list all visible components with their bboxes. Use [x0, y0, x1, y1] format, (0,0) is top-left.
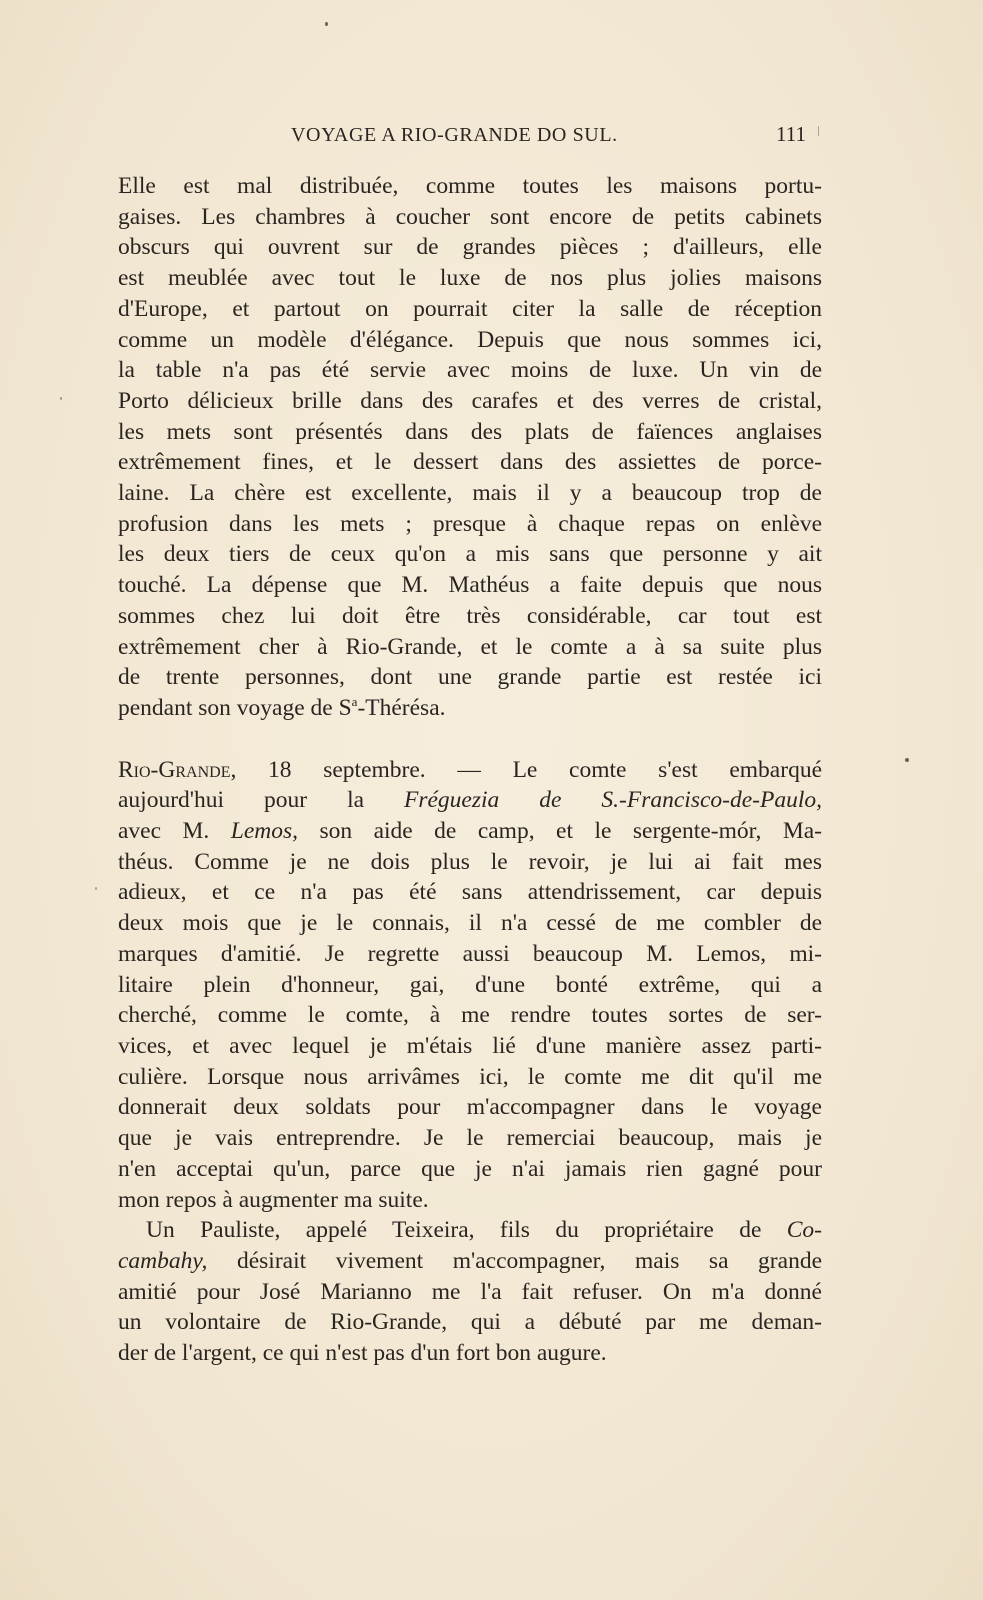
text-line: les mets sont présentés dans des plats de faïences anglaises [118, 418, 822, 445]
text-line [118, 755, 822, 786]
superscript-abbrev: a [351, 694, 358, 710]
place-name: Co- [786, 1217, 822, 1244]
text-line: culière. Lorsque nous arrivâmes ici, le comte me dit qu'il me [118, 1063, 822, 1090]
body-text [118, 171, 822, 1369]
text-line: donnerait deux soldats pour m'accompagner dans le voyage [118, 1094, 822, 1121]
text-fragment: Un Pauliste, appelé Teixeira, fils du propriétaire de [146, 1217, 787, 1244]
text-line [118, 816, 822, 847]
text-line: gaises. Les chambres à coucher sont encore de petits cabinets [118, 203, 822, 230]
text-fragment: -Thérésa. [357, 694, 446, 721]
text-line [118, 785, 822, 816]
text-line-last [118, 693, 822, 724]
text-line: les deux tiers de ceux qu'on a mis sans que personne y ait [118, 541, 822, 568]
text-line: touché. La dépense que M. Mathéus a faite depuis que nous [118, 572, 822, 599]
text-line: adieux, et ce n'a pas été sans attendrissement, car depuis [118, 879, 822, 906]
place-name: Fréguezia de S.-Francisco-de-Paulo, [404, 787, 822, 814]
text-line: est meublée avec tout le luxe de nos plus jolies maisons [118, 265, 822, 292]
text-line: n'en acceptai qu'un, parce que je n'ai jamais rien gagné pour [118, 1155, 822, 1182]
text-line: Porto délicieux brille dans des carafes et des verres de cristal, [118, 387, 822, 414]
text-line: profusion dans les mets ; presque à chaque repas on enlève [118, 510, 822, 537]
text-line-last: der de l'argent, ce qui n'est pas d'un fort bon augure. [118, 1340, 607, 1367]
text-line: un volontaire de Rio-Grande, qui a débuté par me deman- [118, 1309, 822, 1336]
place-name: cambahy, [118, 1247, 208, 1274]
paper-speck [325, 22, 328, 26]
text-line: litaire plein d'honneur, gai, d'une bonté extrême, qui a [118, 971, 822, 998]
text-line: deux mois que je le connais, il n'a cessé de me combler de [118, 910, 822, 937]
paper-speck [95, 887, 97, 890]
text-line: comme un modèle d'élégance. Depuis que nous sommes ici, [118, 326, 822, 353]
person-name: Lemos, [230, 818, 298, 845]
paper-speck [818, 126, 819, 136]
text-line: extrêmement cher à Rio-Grande, et le comte a à sa suite plus [118, 633, 822, 660]
text-line: de trente personnes, dont une grande partie est restée ici [118, 664, 822, 691]
paragraph-2 [118, 755, 822, 1216]
text-line: d'Europe, et partout on pourrait citer la salle de réception [118, 295, 822, 322]
text-fragment: pendant son voyage de S [118, 694, 352, 721]
text-line: Elle est mal distribuée, comme toutes les maisons portu- [118, 173, 822, 199]
running-title: VOYAGE A RIO-GRANDE DO SUL. [291, 124, 618, 146]
text-line: amitié pour José Marianno me l'a fait refuser. On m'a donné [118, 1278, 822, 1305]
text-line: obscurs qui ouvrent sur de grandes pièces ; d'ailleurs, elle [118, 234, 822, 261]
text-line: théus. Comme je ne dois plus le revoir, je lui ai fait mes [118, 848, 822, 875]
text-line-last: mon repos à augmenter ma suite. [118, 1186, 429, 1213]
text-line: laine. La chère est excellente, mais il y a beaucoup trop de [118, 480, 822, 507]
paper-speck [905, 758, 909, 762]
page-number: 111 [776, 122, 806, 146]
text-fragment: avec M. [118, 818, 231, 845]
text-line: vices, et avec lequel je m'étais lié d'une manière assez parti- [118, 1032, 822, 1059]
text-fragment: son aide de camp, et le sergente-mór, Ma- [298, 818, 822, 845]
text-fragment: désirait vivement m'accompagner, mais sa grande [207, 1247, 822, 1274]
text-line: sommes chez lui doit être très considérable, car tout est [118, 602, 822, 629]
text-fragment: aujourd'hui pour la [118, 787, 404, 814]
paragraph-1 [118, 171, 822, 724]
text-line: la table n'a pas été servie avec moins de luxe. Un vin de [118, 357, 822, 384]
text-line [118, 1246, 822, 1277]
text-line: cherché, comme le comte, à me rendre toutes sortes de ser- [118, 1002, 822, 1029]
paper-speck [60, 397, 62, 400]
text-line: que je vais entreprendre. Je le remerciai beaucoup, mais je [118, 1125, 822, 1152]
dateline: Rio-Grande, [118, 756, 237, 783]
paragraph-3 [118, 1215, 822, 1369]
text-line: marques d'amitié. Je regrette aussi beaucoup M. Lemos, mi- [118, 940, 822, 967]
paragraph-gap [118, 724, 822, 755]
text-line: extrêmement fines, et le dessert dans des assiettes de porce- [118, 449, 822, 476]
text-fragment: 18 septembre. — Le comte s'est embarqué [236, 756, 822, 783]
text-line [118, 1215, 822, 1246]
